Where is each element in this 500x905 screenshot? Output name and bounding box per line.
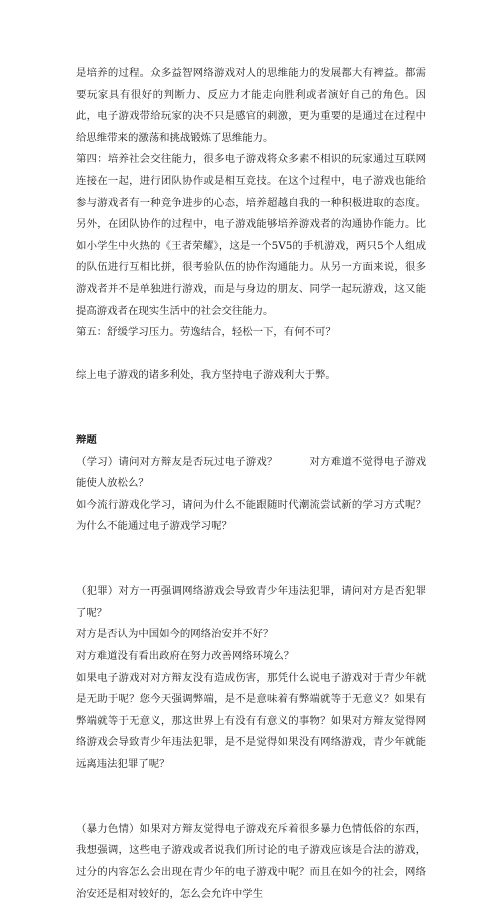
paragraph: （暴力色情）如果对方辩友觉得电子游戏充斥着很多暴力色情低俗的东西，我想强调，这些电子游戏或者说我们所讨论的电子游戏应该是合法的游戏，过分的内容怎么会出现在青少年的电子游戏中呢？而且在如今的社会，网络治安还是相对较好的，怎么会允许中学生 [76,822,426,900]
paragraph: 综上电子游戏的诸多利处，我方坚持电子游戏利大于弊。 [76,369,336,382]
blank-line [76,344,426,366]
paragraph: 对方难道没有看出政府在努力改善网络环境么？ [76,650,295,663]
blank-line [76,409,426,431]
blank-line [76,797,426,819]
paragraph: （学习）请问对方辩友是否玩过电子游戏？ 对方难道不觉得电子游戏能使人放松么？ [76,455,426,490]
paragraph: （犯罪）对方一再强调网络游戏会导致青少年违法犯罪，请问对方是否犯罪了呢？ [76,585,426,619]
paragraph: 第四：培养社会交往能力，很多电子游戏将众多素不相识的玩家通过互联网连接在一起，进行团队协作或是相互竞技。在这个过程中，电子游戏也能给参与游戏者有一种竞争进步的心态，培养超越自我的一种积极进取的态度。另外，在团队协作的过程中，电子游戏能够培养游戏者的沟通协作能力。比如小学生中火热的《王者荣耀》，这是一个5V5的手机游戏，两只5个人组成的队伍进行互相比拼，很考验队伍的协作沟通能力。从另一方面来说，很多游戏者并不是单独进行游戏，而是与身边的朋友、同学一起玩游戏，这又能提高游戏者在现实生活中的社会交往能力。 [76,153,426,317]
paragraph: 对方是否认为中国如今的网络治安并不好？ [76,628,274,641]
blank-line [76,387,426,409]
paragraph: 如今流行游戏化学习，请问为什么不能跟随时代潮流尝试新的学习方式呢？为什么不能通过电子游戏学习呢？ [76,498,426,533]
paragraph: 如果电子游戏对对方辩友没有造成伤害，那凭什么说电子游戏对于青少年就是无助于呢？您今天强调弊端，是不是意味着有弊端就等于无意义？如果有弊端就等于无意义，那这世界上有没有有意义的事物？如果对方辩友觉得网络游戏会导致青少年违法犯罪，是不是觉得如果没有网络游戏，青少年就能远离违法犯罪了呢？ [76,671,426,770]
blank-line [76,560,426,582]
section-heading: 辩题 [76,434,97,447]
paragraph: 第五：舒缓学习压力。劳逸结合，轻松一下，有何不可？ [76,326,336,339]
paragraph: 是培养的过程。众多益智网络游戏对人的思维能力的发展都大有裨益。都需要玩家具有很好的判断力、反应力才能走向胜利或者演好自己的角色。因此，电子游戏带给玩家的决不只是感官的刺激，更为重要的是通过在过程中给思维带来的激荡和挑战锻炼了思维能力。 [76,67,426,144]
blank-line [76,776,426,798]
blank-line [76,538,426,560]
